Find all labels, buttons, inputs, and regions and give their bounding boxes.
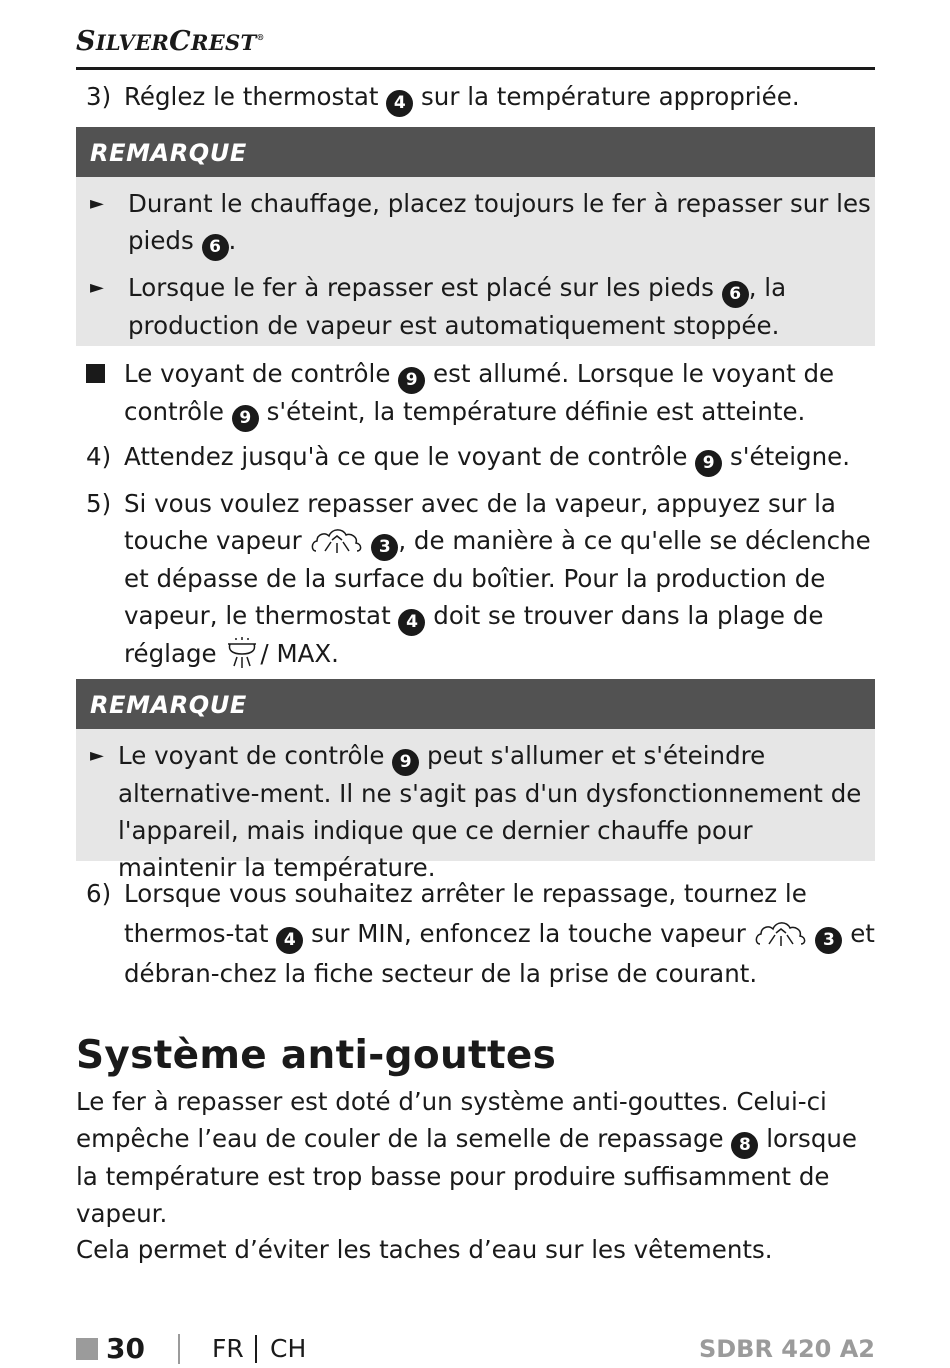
section-title: Système anti-gouttes bbox=[76, 1033, 557, 1078]
step-number: 4) bbox=[86, 442, 112, 471]
part-badge-9: 9 bbox=[398, 367, 425, 394]
footer-square-icon bbox=[76, 1338, 98, 1360]
step-number: 5) bbox=[86, 489, 112, 518]
square-bullet-icon bbox=[86, 364, 105, 383]
page-footer bbox=[76, 1332, 875, 1368]
arrow-bullet-icon: ► bbox=[90, 745, 104, 766]
part-badge-4: 4 bbox=[398, 609, 425, 636]
steam-range-icon bbox=[224, 636, 260, 670]
footer-divider bbox=[178, 1334, 180, 1364]
part-badge-8: 8 bbox=[731, 1132, 758, 1159]
note-title: REMARQUE bbox=[76, 127, 875, 177]
arrow-bullet-icon: ► bbox=[90, 193, 104, 214]
part-badge-9: 9 bbox=[232, 405, 259, 432]
brand-logo: SILVERCREST® bbox=[76, 26, 265, 57]
step-number: 3) bbox=[86, 82, 112, 111]
arrow-bullet-icon: ► bbox=[90, 276, 104, 298]
footer-divider bbox=[255, 1335, 257, 1363]
note-item: ► Le voyant de contrôle 9 peut s'allumer et s'éteindre alternative-ment. Il ne s'agit pas d'un dysfonctionnement de l'appareil, mais indique que ce dernier chauffe pour maintenir la température. bbox=[76, 738, 875, 886]
steam-button-icon bbox=[310, 525, 364, 557]
steam-button-icon bbox=[754, 918, 808, 950]
step-6: 6) Lorsque vous souhaitez arrêter le repassage, tournez le thermos-tat 4 sur MIN, enfoncez la touche vapeur 3 et débran-chez la fiche secteur de la prise de courant. bbox=[76, 874, 875, 994]
header-rule bbox=[76, 67, 875, 70]
part-badge-4: 4 bbox=[386, 90, 413, 117]
note-item: ► Durant le chauffage, placez toujours le fer à repasser sur les pieds 6 . bbox=[76, 186, 875, 261]
step-3: 3) Réglez le thermostat 4 sur la température appropriée. bbox=[76, 79, 875, 117]
step-number: 6) bbox=[86, 879, 112, 908]
model-number: SDBR 420 A2 bbox=[698, 1335, 875, 1363]
part-badge-9: 9 bbox=[695, 450, 722, 477]
part-badge-3: 3 bbox=[371, 534, 398, 561]
result-bullet: Le voyant de contrôle 9 est allumé. Lorsque le voyant de contrôle 9 s'éteint, la température définie est atteinte. bbox=[76, 356, 875, 432]
part-badge-6: 6 bbox=[202, 234, 229, 261]
note-title: REMARQUE bbox=[76, 679, 875, 729]
note-box bbox=[76, 127, 875, 346]
country-code: CH bbox=[270, 1334, 307, 1363]
step-4: 4) Attendez jusqu'à ce que le voyant de contrôle 9 s'éteigne. bbox=[76, 439, 875, 477]
step-5: 5) Si vous voulez repasser avec de la vapeur, appuyez sur la touche vapeur 3 , de manière à ce qu'elle se déclenche et dépasse de la surface du boîtier. Pour la production de vapeur, le thermostat 4 doit se trouver dans la plage de réglage / MAX. bbox=[76, 486, 875, 672]
part-badge-3: 3 bbox=[815, 927, 842, 954]
part-badge-9: 9 bbox=[392, 749, 419, 776]
section-paragraph: Le fer à repasser est doté d’un système anti-gouttes. Celui-ci empêche l’eau de couler de la semelle de repassage 8 lorsque la température est trop basse pour produire suffisamment de vapeur. Cela permet d’éviter les taches d’eau sur les vêtements. bbox=[76, 1087, 857, 1265]
part-badge-4: 4 bbox=[276, 927, 303, 954]
part-badge-6: 6 bbox=[722, 281, 749, 308]
note-item: ► Lorsque le fer à repasser est placé sur les pieds 6 , la production de vapeur est automatiquement stoppée. bbox=[76, 270, 875, 345]
page-number: 30 bbox=[106, 1332, 145, 1365]
note-box bbox=[76, 679, 875, 882]
language-code: FR bbox=[212, 1334, 244, 1363]
